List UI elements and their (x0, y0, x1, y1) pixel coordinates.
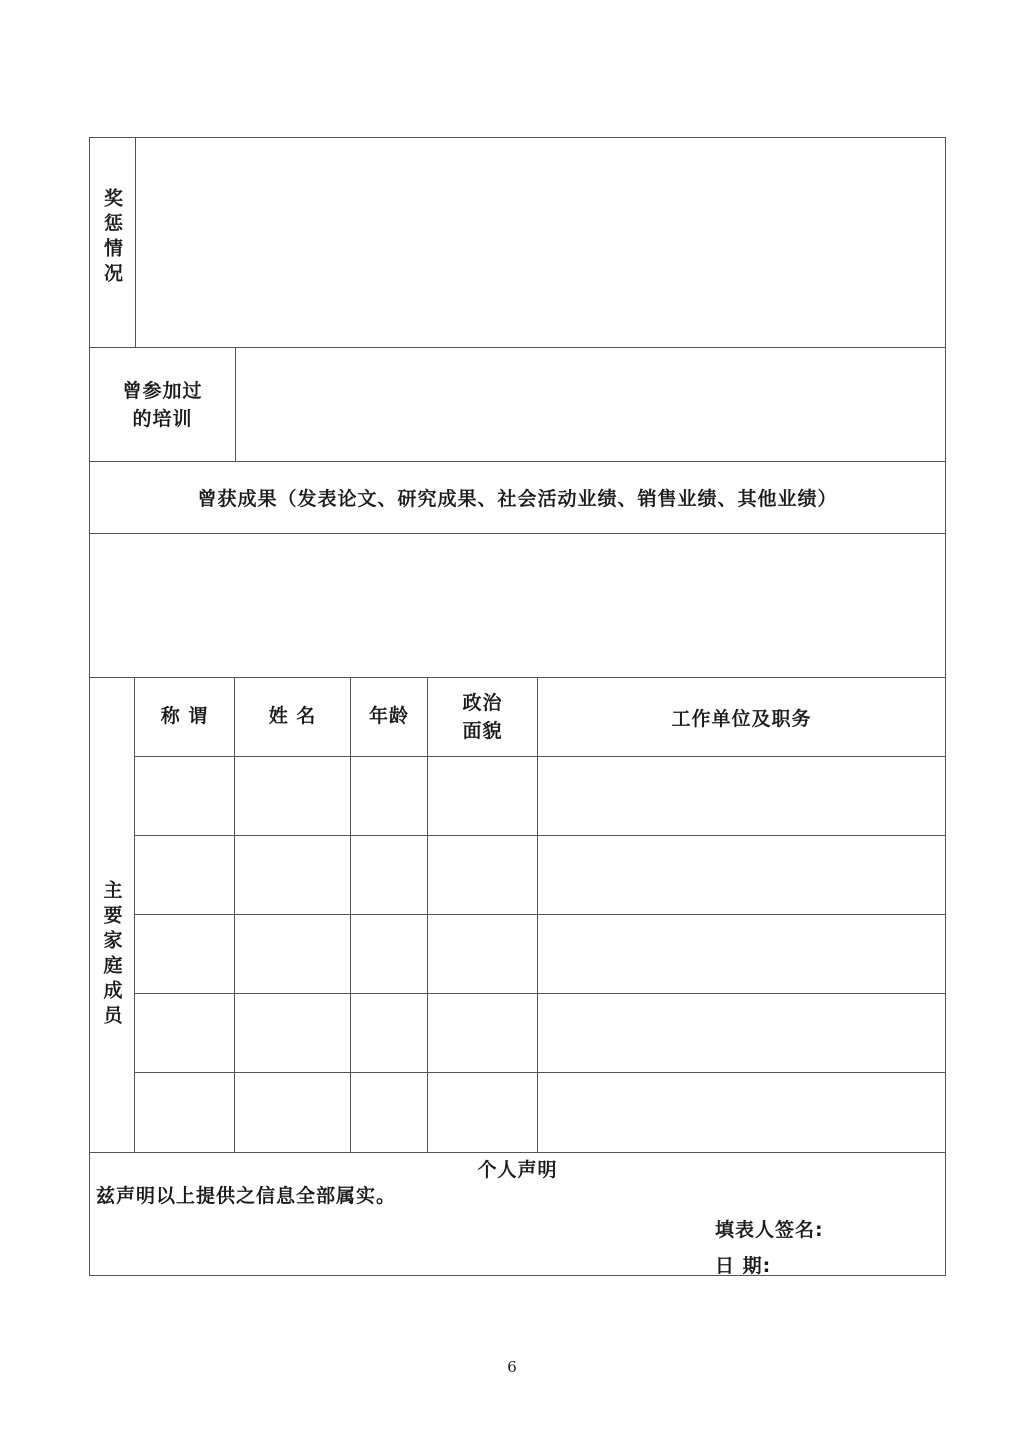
rewards-label-cell (90, 138, 136, 347)
family-row-4-age[interactable] (351, 994, 428, 1073)
rewards-row (90, 138, 945, 348)
family-row-4-name[interactable] (235, 994, 351, 1073)
achievements-content[interactable] (90, 534, 945, 677)
training-content[interactable] (236, 348, 945, 461)
application-form (89, 137, 946, 1276)
header-relation: 称 谓 (135, 678, 235, 757)
training-label-line2: 的培训 (132, 407, 193, 430)
family-row-5-name[interactable] (235, 1073, 351, 1152)
family-row-1-political[interactable] (428, 757, 538, 836)
family-row-2-name[interactable] (235, 836, 351, 915)
training-row (90, 348, 945, 462)
family-row-5-age[interactable] (351, 1073, 428, 1152)
family-row-1-relation[interactable] (135, 757, 235, 836)
family-row-4-relation[interactable] (135, 994, 235, 1073)
achievements-label-cell (90, 462, 945, 533)
family-section (90, 678, 945, 1153)
date-field[interactable]: 日 期: (715, 1255, 772, 1277)
achievements-content-row (90, 534, 945, 678)
header-age: 年龄 (351, 678, 428, 757)
family-label: 主要家庭成员 (100, 880, 123, 1030)
family-row-4-work[interactable] (538, 994, 945, 1073)
family-label-cell (90, 678, 135, 1152)
family-row-3-age[interactable] (351, 915, 428, 994)
rewards-label: 奖惩情况 (101, 187, 123, 288)
page-number: 6 (507, 1358, 517, 1376)
declaration-title: 个人声明 (477, 1159, 558, 1181)
family-row-2-work[interactable] (538, 836, 945, 915)
family-row-5-work[interactable] (538, 1073, 945, 1152)
family-row-1-work[interactable] (538, 757, 945, 836)
family-row-3-political[interactable] (428, 915, 538, 994)
family-table (135, 678, 945, 1152)
family-row-5-relation[interactable] (135, 1073, 235, 1152)
training-label-line1: 曾参加过 (122, 379, 203, 402)
family-row-2-age[interactable] (351, 836, 428, 915)
family-row-1-age[interactable] (351, 757, 428, 836)
achievements-header-row (90, 462, 945, 534)
header-work: 工作单位及职务 (538, 678, 945, 757)
family-row-1-name[interactable] (235, 757, 351, 836)
declaration-section (90, 1153, 945, 1275)
header-name: 姓 名 (235, 678, 351, 757)
family-row-2-relation[interactable] (135, 836, 235, 915)
family-row-4-political[interactable] (428, 994, 538, 1073)
signature-field[interactable]: 填表人签名: (715, 1219, 824, 1241)
rewards-content[interactable] (136, 138, 945, 347)
training-label-cell (90, 348, 236, 461)
family-row-3-relation[interactable] (135, 915, 235, 994)
family-row-3-work[interactable] (538, 915, 945, 994)
family-row-3-name[interactable] (235, 915, 351, 994)
achievements-label: 曾获成果（发表论文、研究成果、社会活动业绩、销售业绩、其他业绩） (197, 488, 838, 510)
declaration-text: 兹声明以上提供之信息全部属实。 (96, 1185, 397, 1207)
family-row-2-political[interactable] (428, 836, 538, 915)
header-political: 政治 面貌 (428, 678, 538, 757)
family-row-5-political[interactable] (428, 1073, 538, 1152)
